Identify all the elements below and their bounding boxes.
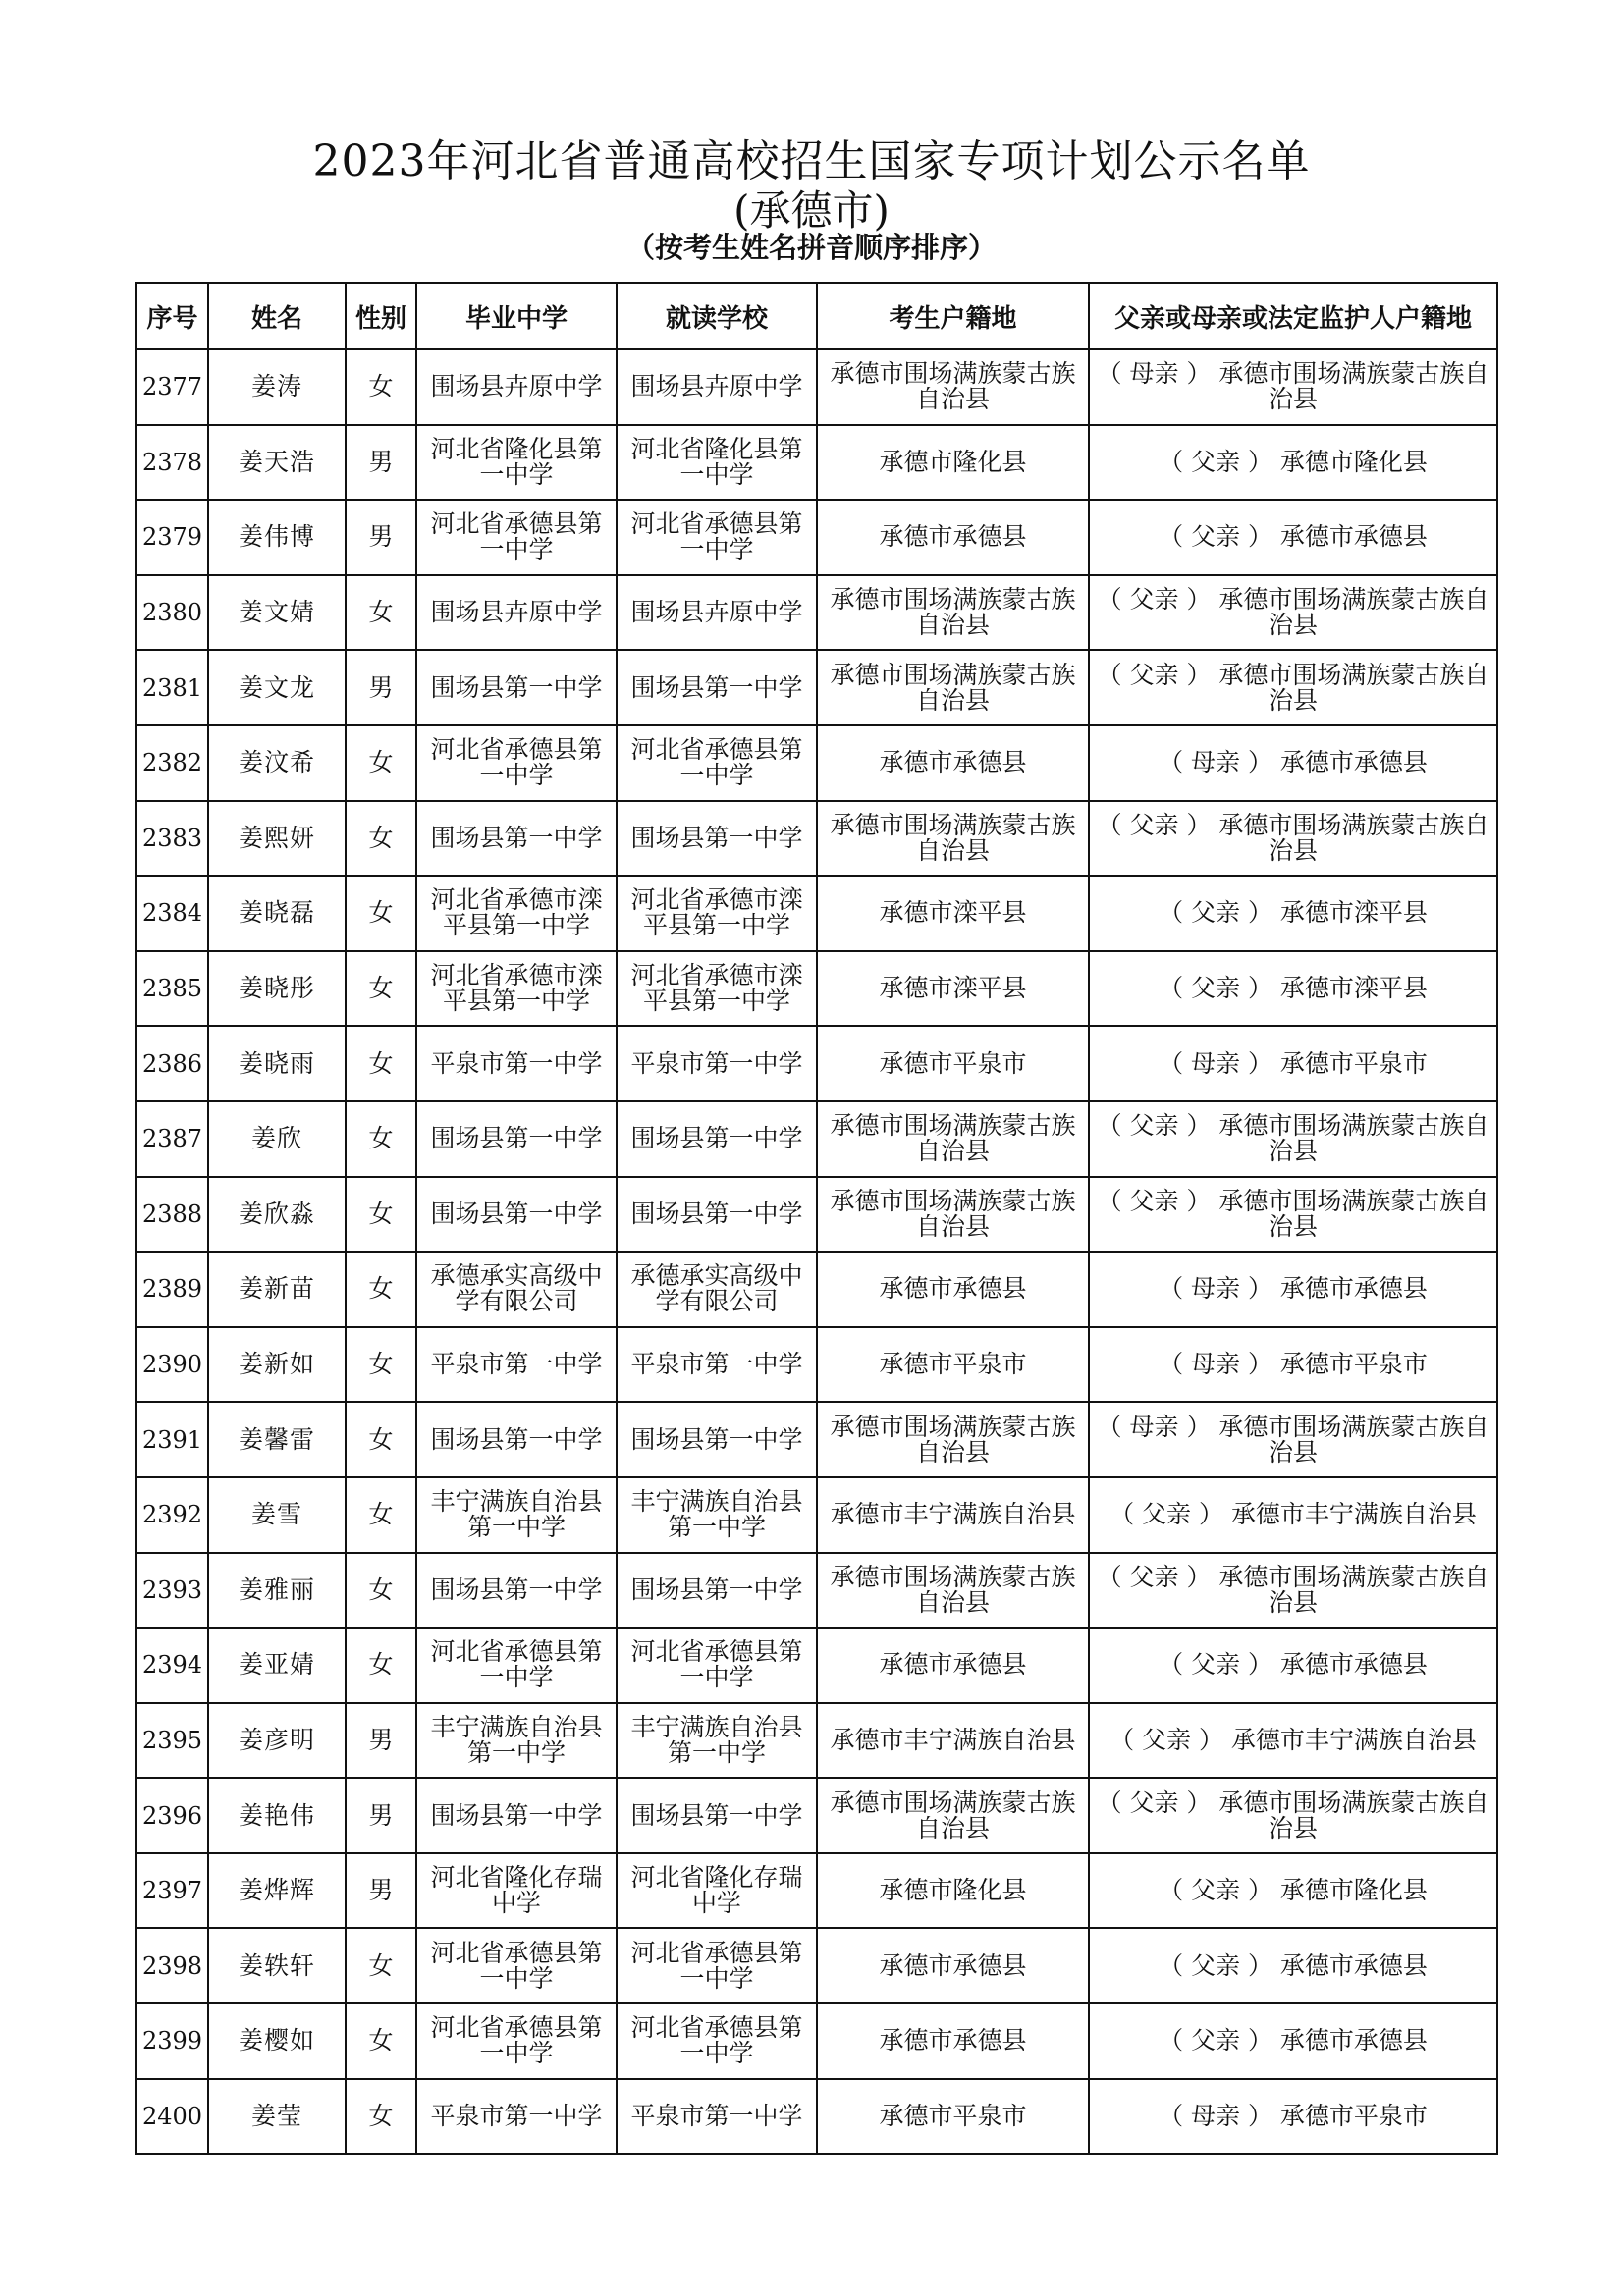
gender-cell: 女 [346, 349, 416, 425]
current-school-cell: 围场县第一中学 [617, 1778, 817, 1853]
index-cell: 2389 [136, 1252, 208, 1327]
guardian-residence-cell: （ 母亲 ） 承德市平泉市 [1089, 2079, 1497, 2155]
name-cell: 姜莹 [208, 2079, 346, 2155]
student-residence-cell: 承德市围场满族蒙古族 自治县 [817, 1402, 1089, 1477]
graduated-school-cell: 丰宁满族自治县 第一中学 [416, 1477, 617, 1553]
page-title: 2023年河北省普通高校招生国家专项计划公示名单 [312, 136, 1311, 187]
name-cell: 姜艳伟 [208, 1778, 346, 1853]
graduated-school-cell: 丰宁满族自治县 第一中学 [416, 1703, 617, 1779]
column-header-graduated-school: 毕业中学 [416, 283, 617, 349]
graduated-school-cell: 河北省承德县第 一中学 [416, 1628, 617, 1703]
current-school-cell: 围场县第一中学 [617, 1553, 817, 1629]
column-header-student-residence: 考生户籍地 [817, 283, 1089, 349]
table-row [136, 1026, 1497, 1101]
current-school-cell: 承德承实高级中 学有限公司 [617, 1252, 817, 1327]
name-cell: 姜欣淼 [208, 1177, 346, 1253]
guardian-residence-cell: （ 父亲 ） 承德市承德县 [1089, 1928, 1497, 2003]
gender-cell: 女 [346, 1177, 416, 1253]
index-cell: 2385 [136, 951, 208, 1027]
student-residence-cell: 承德市围场满族蒙古族 自治县 [817, 1177, 1089, 1253]
current-school-cell: 河北省承德市滦 平县第一中学 [617, 951, 817, 1027]
student-residence-cell: 承德市丰宁满族自治县 [817, 1703, 1089, 1779]
table-row [136, 1853, 1497, 1929]
current-school-cell: 围场县卉原中学 [617, 349, 817, 425]
index-cell: 2390 [136, 1327, 208, 1403]
student-residence-cell: 承德市平泉市 [817, 1026, 1089, 1101]
student-residence-cell: 承德市隆化县 [817, 425, 1089, 501]
student-residence-cell: 承德市围场满族蒙古族 自治县 [817, 349, 1089, 425]
student-residence-cell: 承德市围场满族蒙古族 自治县 [817, 801, 1089, 877]
student-residence-cell: 承德市隆化县 [817, 1853, 1089, 1929]
table-row [136, 500, 1497, 575]
guardian-residence-cell: （ 父亲 ） 承德市隆化县 [1089, 1853, 1497, 1929]
student-residence-cell: 承德市围场满族蒙古族 自治县 [817, 1778, 1089, 1853]
index-cell: 2383 [136, 801, 208, 877]
column-header-guardian-residence: 父亲或母亲或法定监护人户籍地 [1089, 283, 1497, 349]
index-cell: 2393 [136, 1553, 208, 1629]
current-school-cell: 围场县第一中学 [617, 650, 817, 725]
name-cell: 姜晓雨 [208, 1026, 346, 1101]
current-school-cell: 河北省承德市滦 平县第一中学 [617, 876, 817, 951]
guardian-residence-cell: （ 母亲 ） 承德市围场满族蒙古族自 治县 [1089, 349, 1497, 425]
name-cell: 姜雪 [208, 1477, 346, 1553]
guardian-residence-cell: （ 父亲 ） 承德市承德县 [1089, 1628, 1497, 1703]
current-school-cell: 河北省隆化存瑞 中学 [617, 1853, 817, 1929]
guardian-residence-cell: （ 父亲 ） 承德市围场满族蒙古族自 治县 [1089, 650, 1497, 725]
guardian-residence-cell: （ 父亲 ） 承德市围场满族蒙古族自 治县 [1089, 1101, 1497, 1177]
table-row [136, 349, 1497, 425]
index-cell: 2379 [136, 500, 208, 575]
graduated-school-cell: 平泉市第一中学 [416, 2079, 617, 2155]
graduated-school-cell: 围场县卉原中学 [416, 349, 617, 425]
current-school-cell: 围场县第一中学 [617, 1101, 817, 1177]
name-cell: 姜天浩 [208, 425, 346, 501]
graduated-school-cell: 围场县第一中学 [416, 1177, 617, 1253]
student-residence-cell: 承德市滦平县 [817, 876, 1089, 951]
gender-cell: 女 [346, 1101, 416, 1177]
gender-cell: 女 [346, 1477, 416, 1553]
student-residence-cell: 承德市围场满族蒙古族 自治县 [817, 1553, 1089, 1629]
gender-cell: 男 [346, 650, 416, 725]
table-header-row [136, 283, 1497, 349]
gender-cell: 女 [346, 876, 416, 951]
student-residence-cell: 承德市承德县 [817, 1252, 1089, 1327]
graduated-school-cell: 平泉市第一中学 [416, 1327, 617, 1403]
graduated-school-cell: 河北省承德市滦 平县第一中学 [416, 951, 617, 1027]
student-residence-cell: 承德市围场满族蒙古族 自治县 [817, 1101, 1089, 1177]
guardian-residence-cell: （ 父亲 ） 承德市丰宁满族自治县 [1089, 1477, 1497, 1553]
student-residence-cell: 承德市承德县 [817, 500, 1089, 575]
roster-table [135, 282, 1498, 2155]
gender-cell: 男 [346, 425, 416, 501]
guardian-residence-cell: （ 母亲 ） 承德市承德县 [1089, 725, 1497, 801]
current-school-cell: 平泉市第一中学 [617, 1026, 817, 1101]
gender-cell: 女 [346, 575, 416, 651]
table-row [136, 1327, 1497, 1403]
index-cell: 2381 [136, 650, 208, 725]
guardian-residence-cell: （ 父亲 ） 承德市围场满族蒙古族自 治县 [1089, 1553, 1497, 1629]
name-cell: 姜彦明 [208, 1703, 346, 1779]
current-school-cell: 河北省承德县第 一中学 [617, 2003, 817, 2079]
name-cell: 姜伟博 [208, 500, 346, 575]
name-cell: 姜轶轩 [208, 1928, 346, 2003]
gender-cell: 男 [346, 1778, 416, 1853]
gender-cell: 男 [346, 1853, 416, 1929]
table-row [136, 725, 1497, 801]
index-cell: 2384 [136, 876, 208, 951]
current-school-cell: 平泉市第一中学 [617, 1327, 817, 1403]
graduated-school-cell: 围场县第一中学 [416, 1402, 617, 1477]
graduated-school-cell: 围场县第一中学 [416, 801, 617, 877]
guardian-residence-cell: （ 母亲 ） 承德市平泉市 [1089, 1327, 1497, 1403]
guardian-residence-cell: （ 父亲 ） 承德市围场满族蒙古族自 治县 [1089, 801, 1497, 877]
index-cell: 2392 [136, 1477, 208, 1553]
table-row [136, 2079, 1497, 2155]
gender-cell: 女 [346, 951, 416, 1027]
gender-cell: 男 [346, 1703, 416, 1779]
column-header-name: 姓名 [208, 283, 346, 349]
gender-cell: 女 [346, 1327, 416, 1403]
student-residence-cell: 承德市丰宁满族自治县 [817, 1477, 1089, 1553]
table-row [136, 575, 1497, 651]
graduated-school-cell: 河北省承德县第 一中学 [416, 1928, 617, 2003]
guardian-residence-cell: （ 父亲 ） 承德市围场满族蒙古族自 治县 [1089, 575, 1497, 651]
name-cell: 姜雅丽 [208, 1553, 346, 1629]
name-cell: 姜晓磊 [208, 876, 346, 951]
student-residence-cell: 承德市承德县 [817, 2003, 1089, 2079]
name-cell: 姜亚婧 [208, 1628, 346, 1703]
table-row [136, 876, 1497, 951]
guardian-residence-cell: （ 父亲 ） 承德市滦平县 [1089, 876, 1497, 951]
guardian-residence-cell: （ 母亲 ） 承德市承德县 [1089, 1252, 1497, 1327]
current-school-cell: 河北省承德县第 一中学 [617, 725, 817, 801]
gender-cell: 女 [346, 801, 416, 877]
index-cell: 2395 [136, 1703, 208, 1779]
guardian-residence-cell: （ 父亲 ） 承德市滦平县 [1089, 951, 1497, 1027]
table-row [136, 2003, 1497, 2079]
current-school-cell: 河北省承德县第 一中学 [617, 1928, 817, 2003]
gender-cell: 女 [346, 1402, 416, 1477]
index-cell: 2380 [136, 575, 208, 651]
name-cell: 姜熙妍 [208, 801, 346, 877]
graduated-school-cell: 河北省隆化存瑞 中学 [416, 1853, 617, 1929]
table-row [136, 1553, 1497, 1629]
index-cell: 2397 [136, 1853, 208, 1929]
name-cell: 姜馨雷 [208, 1402, 346, 1477]
graduated-school-cell: 河北省承德县第 一中学 [416, 725, 617, 801]
index-cell: 2388 [136, 1177, 208, 1253]
guardian-residence-cell: （ 父亲 ） 承德市围场满族蒙古族自 治县 [1089, 1778, 1497, 1853]
name-cell: 姜涛 [208, 349, 346, 425]
name-cell: 姜樱如 [208, 2003, 346, 2079]
guardian-residence-cell: （ 父亲 ） 承德市围场满族蒙古族自 治县 [1089, 1177, 1497, 1253]
index-cell: 2386 [136, 1026, 208, 1101]
index-cell: 2398 [136, 1928, 208, 2003]
index-cell: 2387 [136, 1101, 208, 1177]
table-row [136, 650, 1497, 725]
student-residence-cell: 承德市平泉市 [817, 2079, 1089, 2155]
table-row [136, 951, 1497, 1027]
table-row [136, 801, 1497, 877]
student-residence-cell: 承德市围场满族蒙古族 自治县 [817, 650, 1089, 725]
table-row [136, 1101, 1497, 1177]
guardian-residence-cell: （ 父亲 ） 承德市承德县 [1089, 500, 1497, 575]
table-row [136, 1252, 1497, 1327]
guardian-residence-cell: （ 父亲 ） 承德市丰宁满族自治县 [1089, 1703, 1497, 1779]
table-row [136, 1928, 1497, 2003]
name-cell: 姜文龙 [208, 650, 346, 725]
gender-cell: 女 [346, 1026, 416, 1101]
student-residence-cell: 承德市平泉市 [817, 1327, 1089, 1403]
name-cell: 姜文婧 [208, 575, 346, 651]
index-cell: 2399 [136, 2003, 208, 2079]
guardian-residence-cell: （ 父亲 ） 承德市隆化县 [1089, 425, 1497, 501]
gender-cell: 女 [346, 2003, 416, 2079]
table-row [136, 1477, 1497, 1553]
gender-cell: 女 [346, 725, 416, 801]
graduated-school-cell: 河北省承德市滦 平县第一中学 [416, 876, 617, 951]
student-residence-cell: 承德市滦平县 [817, 951, 1089, 1027]
current-school-cell: 围场县第一中学 [617, 1402, 817, 1477]
gender-cell: 女 [346, 1553, 416, 1629]
name-cell: 姜欣 [208, 1101, 346, 1177]
graduated-school-cell: 承德承实高级中 学有限公司 [416, 1252, 617, 1327]
index-cell: 2394 [136, 1628, 208, 1703]
gender-cell: 女 [346, 1928, 416, 2003]
table-row [136, 1778, 1497, 1853]
guardian-residence-cell: （ 母亲 ） 承德市围场满族蒙古族自 治县 [1089, 1402, 1497, 1477]
name-cell: 姜汶希 [208, 725, 346, 801]
current-school-cell: 围场县第一中学 [617, 1177, 817, 1253]
column-header-current-school: 就读学校 [617, 283, 817, 349]
name-cell: 姜烨辉 [208, 1853, 346, 1929]
gender-cell: 男 [346, 500, 416, 575]
student-residence-cell: 承德市围场满族蒙古族 自治县 [817, 575, 1089, 651]
student-residence-cell: 承德市承德县 [817, 1928, 1089, 2003]
graduated-school-cell: 围场县第一中学 [416, 650, 617, 725]
table-row [136, 1703, 1497, 1779]
graduated-school-cell: 围场县第一中学 [416, 1778, 617, 1853]
graduated-school-cell: 河北省承德县第 一中学 [416, 2003, 617, 2079]
page-subtitle: (承德市) [733, 187, 890, 235]
graduated-school-cell: 围场县第一中学 [416, 1553, 617, 1629]
gender-cell: 女 [346, 1252, 416, 1327]
table-row [136, 1177, 1497, 1253]
index-cell: 2396 [136, 1778, 208, 1853]
gender-cell: 女 [346, 1628, 416, 1703]
current-school-cell: 平泉市第一中学 [617, 2079, 817, 2155]
table-row [136, 1402, 1497, 1477]
column-header-index: 序号 [136, 283, 208, 349]
current-school-cell: 围场县卉原中学 [617, 575, 817, 651]
current-school-cell: 河北省承德县第 一中学 [617, 500, 817, 575]
graduated-school-cell: 平泉市第一中学 [416, 1026, 617, 1101]
graduated-school-cell: 围场县第一中学 [416, 1101, 617, 1177]
index-cell: 2378 [136, 425, 208, 501]
current-school-cell: 丰宁满族自治县 第一中学 [617, 1703, 817, 1779]
name-cell: 姜新如 [208, 1327, 346, 1403]
name-cell: 姜新苗 [208, 1252, 346, 1327]
current-school-cell: 河北省隆化县第 一中学 [617, 425, 817, 501]
graduated-school-cell: 河北省承德县第 一中学 [416, 500, 617, 575]
student-residence-cell: 承德市承德县 [817, 1628, 1089, 1703]
table-row [136, 1628, 1497, 1703]
current-school-cell: 丰宁满族自治县 第一中学 [617, 1477, 817, 1553]
name-cell: 姜晓彤 [208, 951, 346, 1027]
table-row [136, 425, 1497, 501]
guardian-residence-cell: （ 父亲 ） 承德市承德县 [1089, 2003, 1497, 2079]
guardian-residence-cell: （ 母亲 ） 承德市平泉市 [1089, 1026, 1497, 1101]
sort-note: （按考生姓名拼音顺序排序） [625, 231, 997, 264]
index-cell: 2382 [136, 725, 208, 801]
index-cell: 2377 [136, 349, 208, 425]
student-residence-cell: 承德市承德县 [817, 725, 1089, 801]
index-cell: 2391 [136, 1402, 208, 1477]
gender-cell: 女 [346, 2079, 416, 2155]
current-school-cell: 围场县第一中学 [617, 801, 817, 877]
index-cell: 2400 [136, 2079, 208, 2155]
current-school-cell: 河北省承德县第 一中学 [617, 1628, 817, 1703]
column-header-gender: 性别 [346, 283, 416, 349]
graduated-school-cell: 围场县卉原中学 [416, 575, 617, 651]
graduated-school-cell: 河北省隆化县第 一中学 [416, 425, 617, 501]
